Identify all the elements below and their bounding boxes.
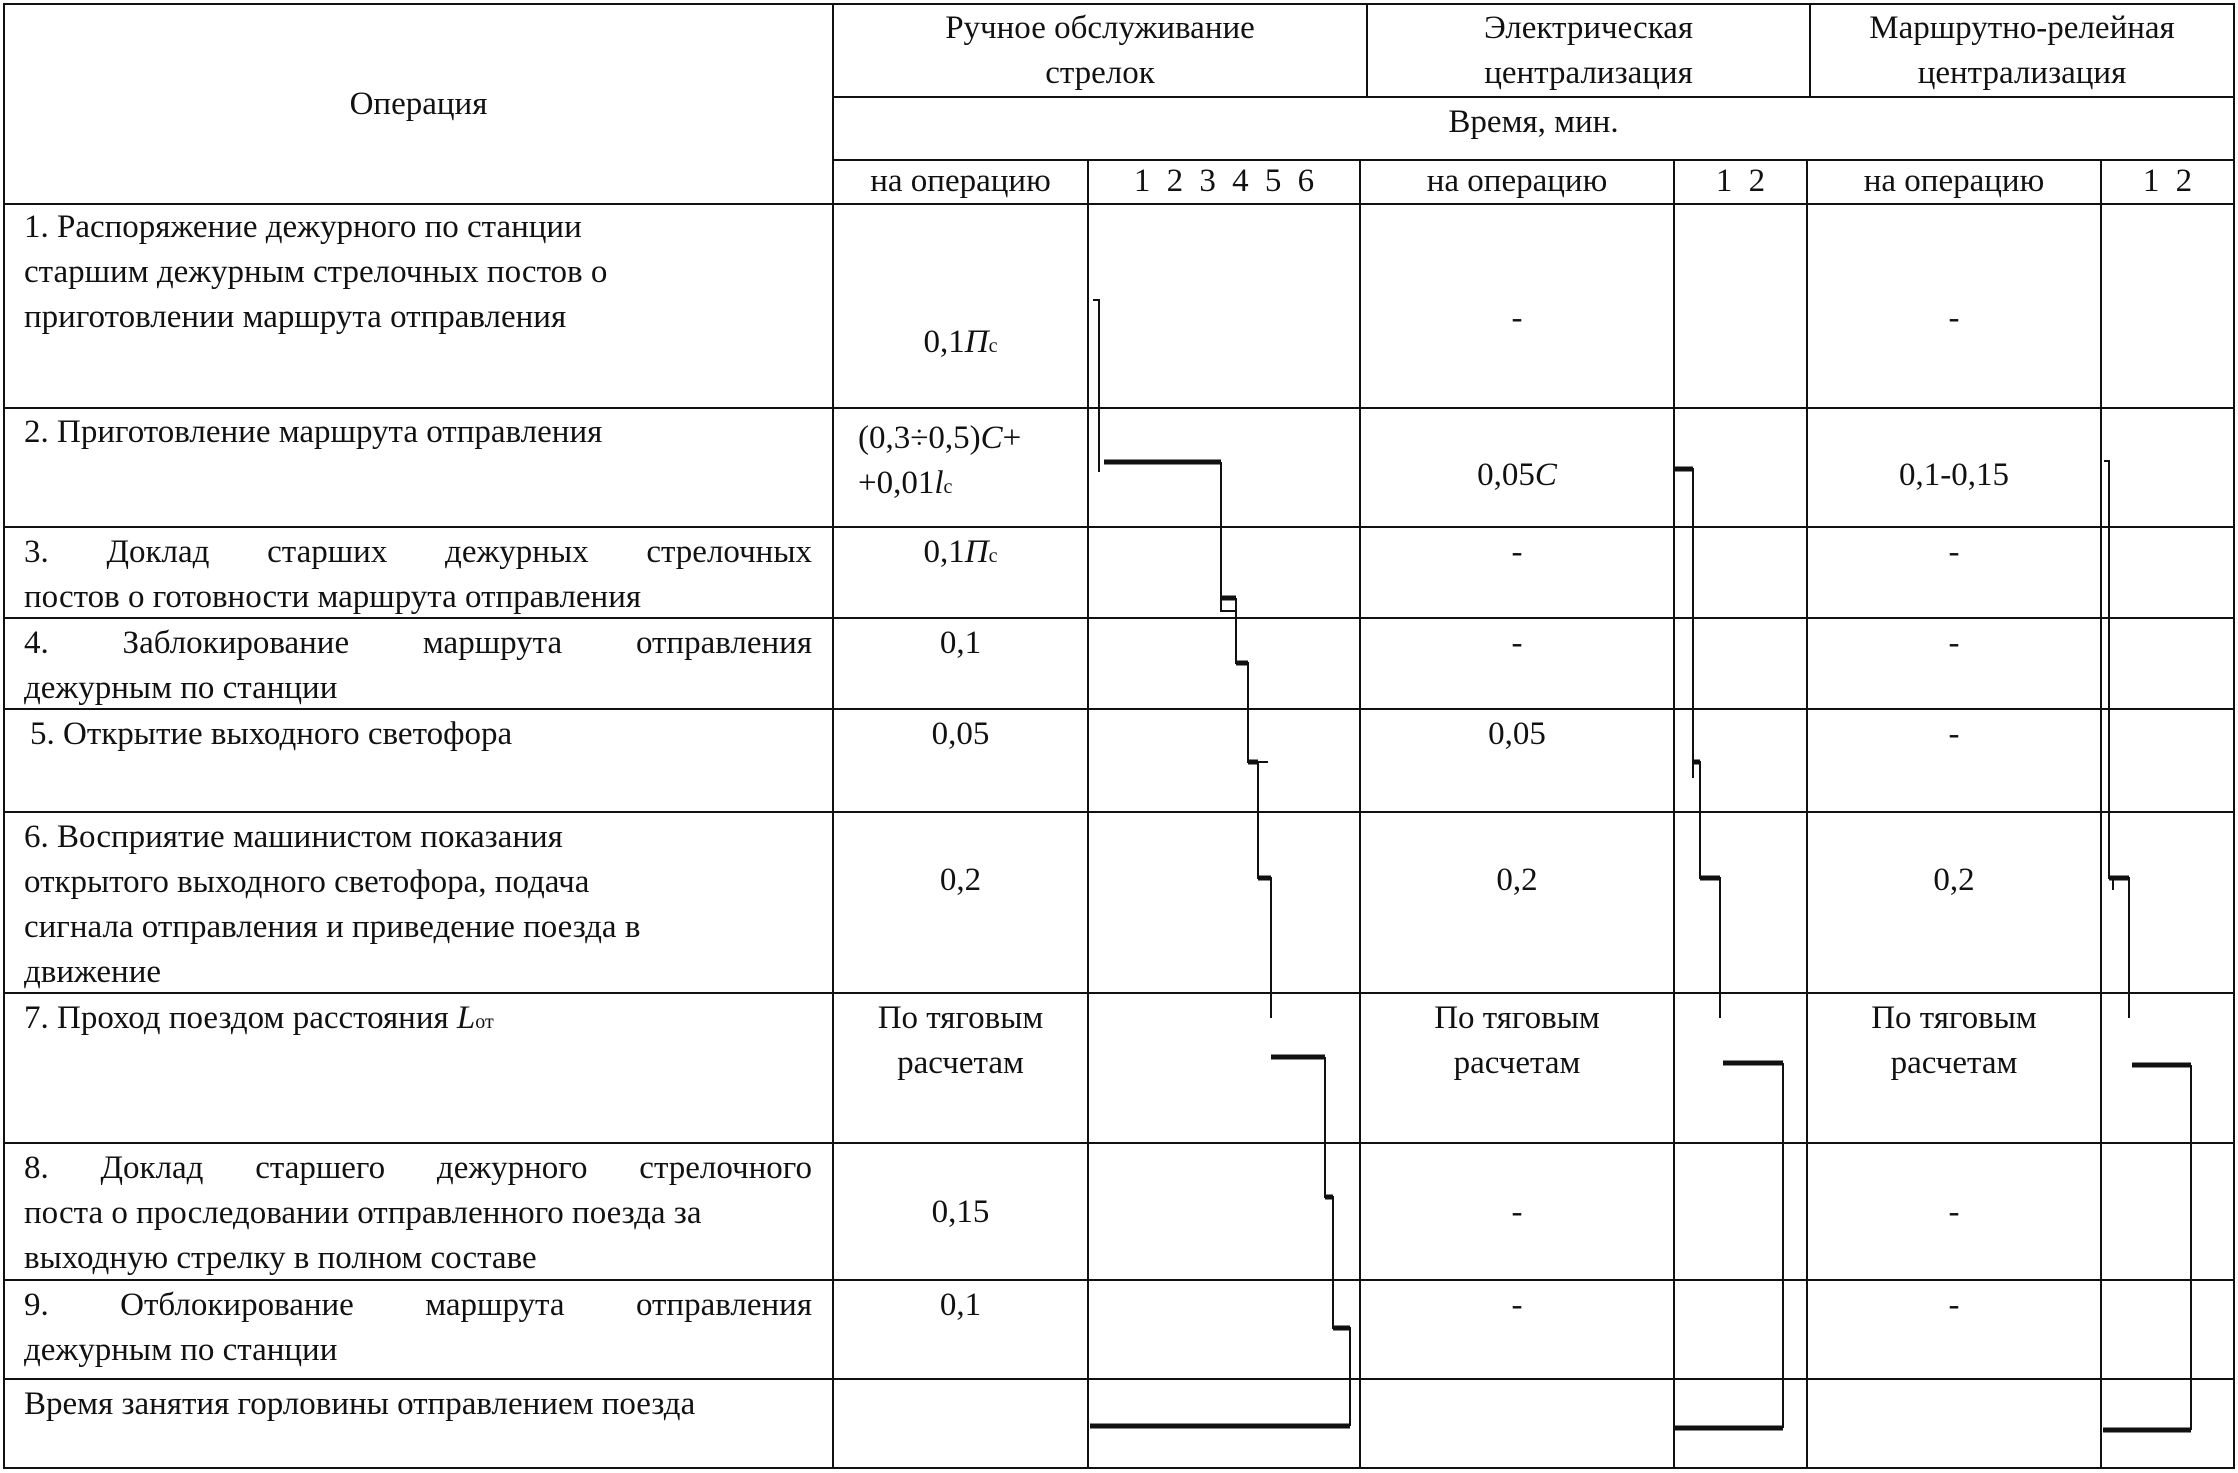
row6-op-line2: открытого выходного светофора, подача (24, 864, 590, 900)
header-per-op-ec: на операцию (1426, 163, 1608, 199)
row9-op-line2: дежурным по станции (24, 1332, 338, 1368)
row4-ec-value: - (1511, 625, 1523, 661)
row9-ec-value: - (1511, 1287, 1523, 1323)
row2-manual-line2: +0,01lс (858, 465, 953, 501)
row1-manual-value: 0,1Пс (923, 324, 998, 360)
header-time-label: Время, мин. (1448, 104, 1619, 140)
row3-op-line1: 3. Доклад старших дежурных стрелочных (24, 534, 812, 570)
row7-manual-line1: По тяговым (877, 1000, 1044, 1036)
row2-ec-value: 0,05C (1477, 457, 1557, 493)
row8-ec-value: - (1511, 1194, 1523, 1230)
row5-mrc-value: - (1948, 716, 1960, 752)
row2-manual-line1: (0,3÷0,5)C+ (858, 420, 1022, 456)
row9-op-line1: 9. Отблокирование маршрута отправления (24, 1287, 812, 1323)
row7-manual-line2: расчетам (897, 1045, 1024, 1081)
row6-op-line1: 6. Восприятие машинистом показания (24, 819, 563, 855)
row1-op-line3: приготовлении маршрута отправления (24, 299, 567, 335)
row7-mrc-line2: расчетам (1890, 1045, 2018, 1081)
header-ec-line1: Электрическая (1483, 10, 1694, 46)
header-mrc-line1: Маршрутно-релейная (1869, 10, 2175, 46)
header-manual-line2: стрелок (1045, 55, 1155, 91)
gantt-manual (1093, 300, 1350, 1426)
row1-op-line2: старшим дежурным стрелочных постов о (24, 254, 608, 290)
row3-ec-value: - (1511, 534, 1523, 570)
row9-mrc-value: - (1948, 1287, 1960, 1323)
header-per-op-manual: на операцию (870, 163, 1051, 199)
row9-manual-value: 0,1 (939, 1287, 982, 1323)
header-operation: Операция (349, 86, 488, 122)
row7-ec-line2: расчетам (1453, 1045, 1581, 1081)
row6-mrc-value: 0,2 (1933, 862, 1975, 898)
row2-mrc-value: 0,1-0,15 (1899, 457, 2009, 493)
row8-op-line1: 8. Доклад старшего дежурного стрелочного (24, 1150, 812, 1186)
row5-op-line1: 5. Открытие выходного светофора (30, 716, 513, 752)
row5-ec-value: 0,05 (1488, 716, 1546, 752)
header-per-op-mrc: на операцию (1863, 163, 2045, 199)
gantt-ec (1674, 469, 1783, 1428)
row7-mrc-line1: По тяговым (1871, 1000, 2037, 1036)
row4-op-line2: дежурным по станции (24, 670, 338, 706)
row1-op-line1: 1. Распоряжение дежурного по станции (24, 209, 582, 245)
row4-op-line1: 4. Заблокирование маршрута отправления (24, 625, 812, 661)
row7-op-line1: 7. Проход поездом расстояния Lот (24, 1000, 494, 1036)
row6-ec-value: 0,2 (1496, 862, 1538, 898)
gantt-ec-bars (1674, 469, 1783, 1428)
header-mrc-line2: централизация (1917, 55, 2127, 91)
row2-op-line1: 2. Приготовление маршрута отправления (24, 414, 603, 450)
row8-op-line2: поста о проследовании отправленного поезда за (24, 1195, 702, 1231)
row4-mrc-value: - (1948, 625, 1960, 661)
header-scale-ec: 1 2 (1715, 163, 1766, 199)
row3-op-line2: постов о готовности маршрута отправления (24, 579, 642, 615)
row1-ec-value: - (1511, 300, 1523, 336)
row1-mrc-value: - (1948, 300, 1960, 336)
row-total-op-line1: Время занятия горловины отправлением поезда (24, 1386, 696, 1422)
row4-manual-value: 0,1 (939, 625, 982, 661)
header-ec-line2: централизация (1484, 55, 1693, 91)
row6-op-line4: движение (24, 954, 162, 990)
row8-op-line3: выходную стрелку в полном составе (24, 1240, 537, 1276)
header-scale-manual: 1 2 3 4 5 6 (1133, 163, 1315, 199)
row5-manual-value: 0,05 (931, 716, 990, 752)
row6-manual-value: 0,2 (939, 862, 982, 898)
row3-mrc-value: - (1948, 534, 1960, 570)
row7-ec-line1: По тяговым (1434, 1000, 1600, 1036)
row8-manual-value: 0,15 (931, 1194, 990, 1230)
row6-op-line3: сигнала отправления и приведение поезда в (24, 909, 641, 945)
gantt-mrc (2104, 461, 2191, 1430)
row8-mrc-value: - (1948, 1194, 1960, 1230)
gantt-mrc-bars (2103, 878, 2191, 1430)
header-manual-line1: Ручное обслуживание (945, 10, 1255, 46)
row3-manual-value: 0,1Пс (923, 534, 998, 570)
header-scale-mrc: 1 2 (2142, 163, 2193, 199)
